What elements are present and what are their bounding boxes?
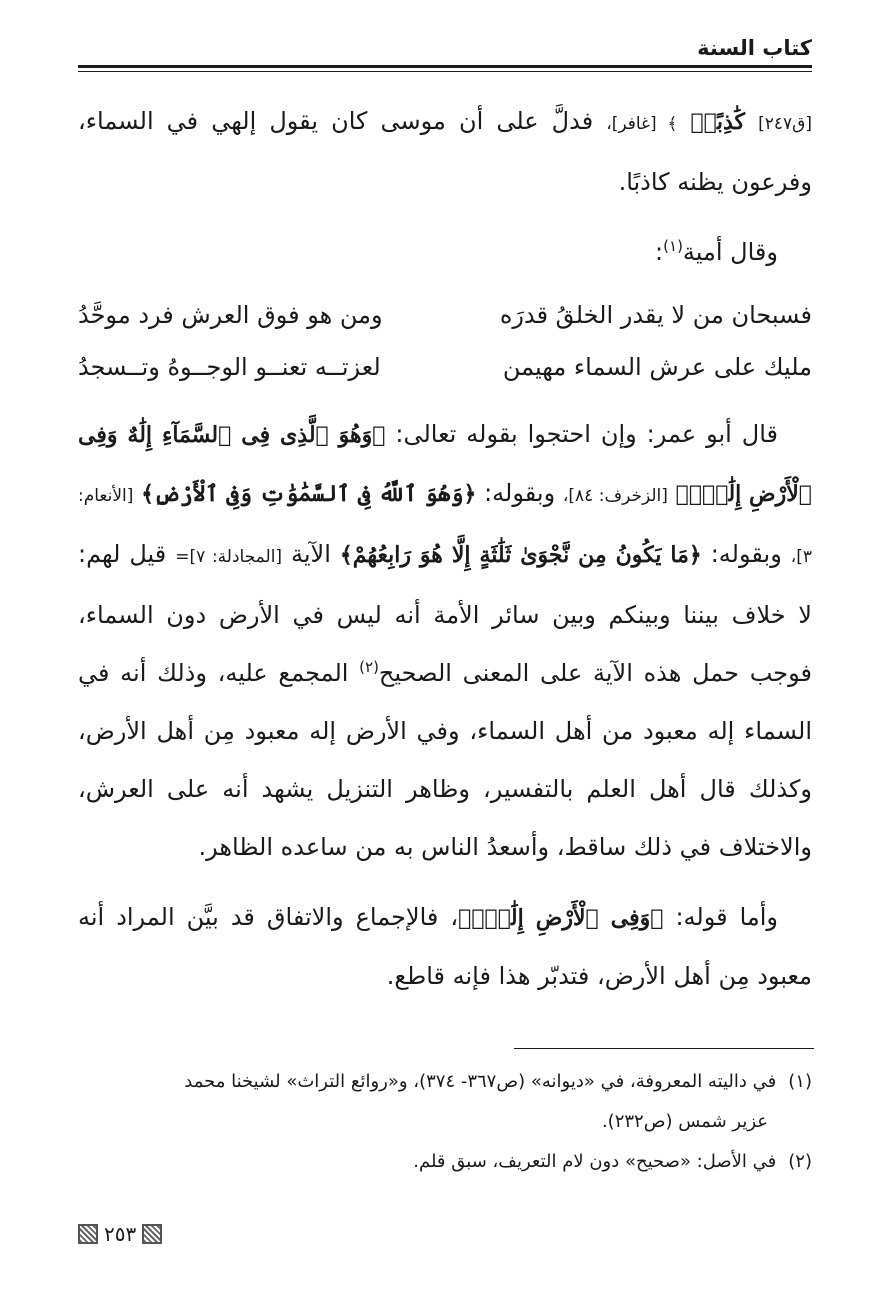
hemistich-right: فسبحان من لا يقدر الخلقُ قدرَه [499,301,812,329]
footnote-text: في الأصل: «صحيح» دون لام التعريف، سبق قلم. [413,1151,777,1172]
text-segment: ، فالإجماع والاتفاق قد بيَّن المراد أنه معبود مِن أهل الأرض، فتدبّر هذا فإنه قاطع. [78,903,812,990]
poem-line-1 [78,289,812,341]
running-title: كتاب السنة [697,36,812,60]
footnote-separator [514,1048,814,1049]
page-number: ٢٥٣ [104,1222,137,1246]
footnote-number: (١) [788,1071,812,1092]
page-ref: [ق٢٤٧] [758,114,812,134]
quran-verse: ﴿وَفِى ٱلْأَرْضِ إِلَٰهٌۚ﴾ [458,905,664,931]
footnote-1 [78,1062,812,1102]
footnotes [78,1062,812,1182]
paragraph-3 [78,405,812,876]
footnote-marker-1: (١) [663,237,683,255]
quran-verse: ﴿وَهُوَ ٱللَّهُ فِى ٱلسَّمَٰوَٰتِ وَفِى ٱلْأَرْضِ﴾ [141,481,477,507]
colon: : [655,238,664,266]
quran-verse: ﴿وَهُوَ ٱلَّذِى فِى ٱلسَّمَآءِ إِلَٰهٌ وَفِى ٱلْأَرْضِ إِلَٰهٌۚ﴾ [78,422,812,507]
surah-ref: [الزخرف: ٨٤]، [562,486,668,506]
paragraph-4 [78,888,812,1005]
header-rule-thin [78,71,812,72]
paragraph-1-text: فدلَّ على أن موسى كان يقول إلهي في السماء، وفرعون يظنه كاذبًا. [78,107,812,196]
footnote-marker-2: (٢) [359,658,379,676]
surah-ref: [المجادلة: ٧]= [175,547,283,567]
text-segment: وأما قوله: [675,903,778,931]
poem-line-2 [78,341,812,393]
text-segment: وبقوله: [484,479,556,507]
paragraph-2 [78,223,812,281]
poet-intro: وقال أمية [682,238,778,266]
quran-word: كَٰذِبًاۚ [690,109,746,135]
header-rule-thick [78,65,812,68]
footnote-number: (٢) [788,1151,812,1172]
footnote-text: في داليته المعروفة، في «ديوانه» (ص٣٦٧- ٣٧٤)، و«روائع التراث» لشيخنا محمد [184,1071,777,1092]
text-segment: الآية [290,540,331,568]
surah-ref: [الأنعام: ٣]، [78,486,812,567]
text-segment: قيل لهم: لا خلاف بيننا وبينكم وبين سائر الأمة أنه ليس في الأرض دون السماء، فوجب حمل هذه الآية على المعنى الصحيح [78,540,812,687]
footnote-1-cont: عزير شمس (ص٢٣٢). [601,1111,768,1132]
main-text [78,92,812,1005]
footnote-2 [78,1142,812,1182]
page-number-block [78,1222,162,1246]
ornament-icon [78,1224,98,1244]
hemistich-left: لعزتــه تعنــو الوجــوهُ وتــسجدُ [78,353,381,381]
text-segment: قال أبو عمر: وإن احتجوا بقوله تعالى: [395,420,778,448]
page-header [78,34,812,74]
quran-verse: ﴿مَا يَكُونُ مِن نَّجْوَىٰ ثَلَٰثَةٍ إِلَّا هُوَ رَابِعُهُمْ﴾ [339,542,702,568]
hemistich-left: ومن هو فوق العرش فرد موحَّدُ [78,301,383,329]
text-segment: وبقوله: [710,540,782,568]
ornament-icon [142,1224,162,1244]
hemistich-right: مليك على عرش السماء مهيمن [502,353,812,381]
paragraph-1 [78,92,812,211]
surah-ref: ﴾ [غافر]، [606,114,678,134]
poem [78,289,812,393]
text-segment: المجمع عليه، وذلك أنه في السماء إله معبود من أهل السماء، وفي الأرض إله معبود مِن أهل الأرض، وكذلك قال أهل العلم بالتفسير، وظاهر التنزيل يشهد أنه على العرش، والاختلاف في ذلك ساقط، وأسعدُ الناس به من ساعده الظاهر. [78,659,812,861]
